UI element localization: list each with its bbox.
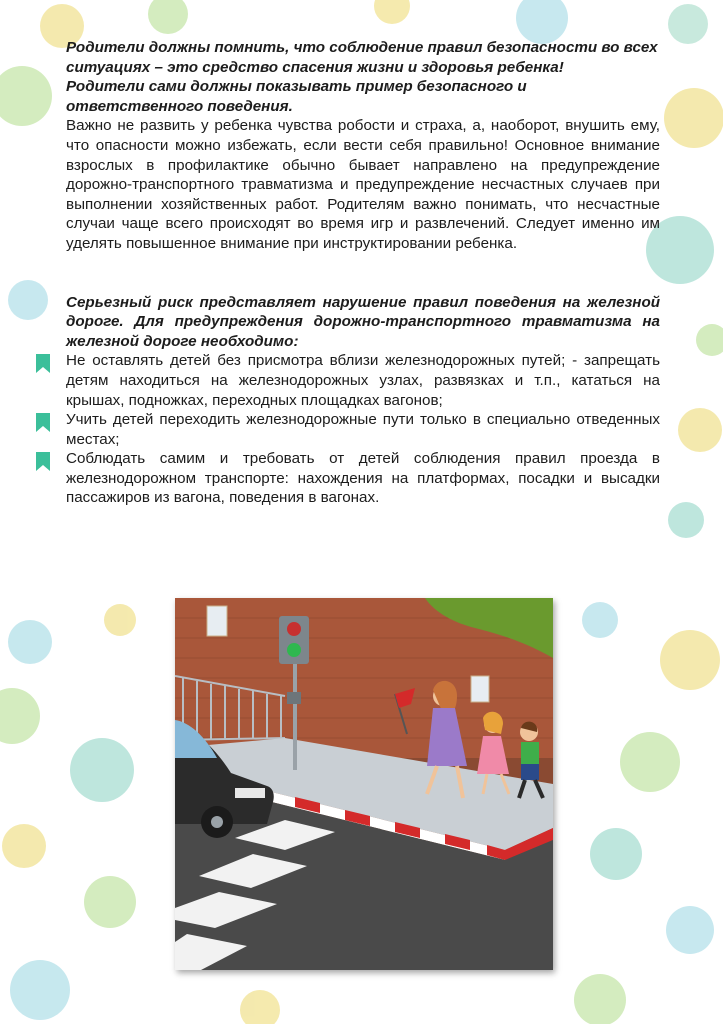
list-item-text: Соблюдать самим и требовать от детей соблюдения правил проезда в железнодорожном транспорте: нахождения на платформах, посадки и высадки пассажиров из вагона, поведения в вагонах. — [66, 450, 660, 507]
paragraph-gap — [66, 254, 660, 293]
list-item-text: Учить детей переходить железнодорожные пути только в специально отведенных местах; — [66, 411, 660, 448]
bold-statement-2: Родители сами должны показывать пример безопасного и ответственного поведения. — [66, 78, 527, 115]
paragraph-body: Важно не развить у ребенка чувства робости и страха, а, наоборот, внушить ему, что опасности можно избежать, если вести себя правильно! Основное внимание взрослых в профилактике обычно бывает направлено на предупреждение дорожно-транспортного травматизма и предупреждение несчастных случаев при выполнении хозяйственных работ. Родителям важно понимать, что несчастные случаи чаще всего происходят во время игр и развлечений. Следует именно им уделять повышенное внимание при инструктировании ребенка. — [66, 117, 660, 252]
list-item — [66, 410, 660, 449]
street-crossing-illustration — [175, 598, 553, 970]
list-item — [66, 449, 660, 508]
bookmark-icon — [36, 354, 50, 373]
list-item-text: Не оставлять детей без присмотра вблизи железнодорожных путей; - запрещать детям находиться на железнодорожных узлах, развязках и т.п., кататься на крышах, подножках, переходных площадках вагонов; — [66, 352, 660, 409]
railway-intro: Серьезный риск представляет нарушение правил поведения на железной дороге. Для предупреждения дорожно-транспортного травматизма на железной дороге необходимо: — [66, 293, 660, 350]
bold-statement-1: Родители должны помнить, что соблюдение правил безопасности во всех ситуациях – это средство спасения жизни и здоровья ребенка! — [66, 39, 658, 76]
article-text — [66, 38, 660, 508]
bookmark-icon — [36, 452, 50, 471]
bookmark-icon — [36, 413, 50, 432]
list-item — [66, 351, 660, 410]
